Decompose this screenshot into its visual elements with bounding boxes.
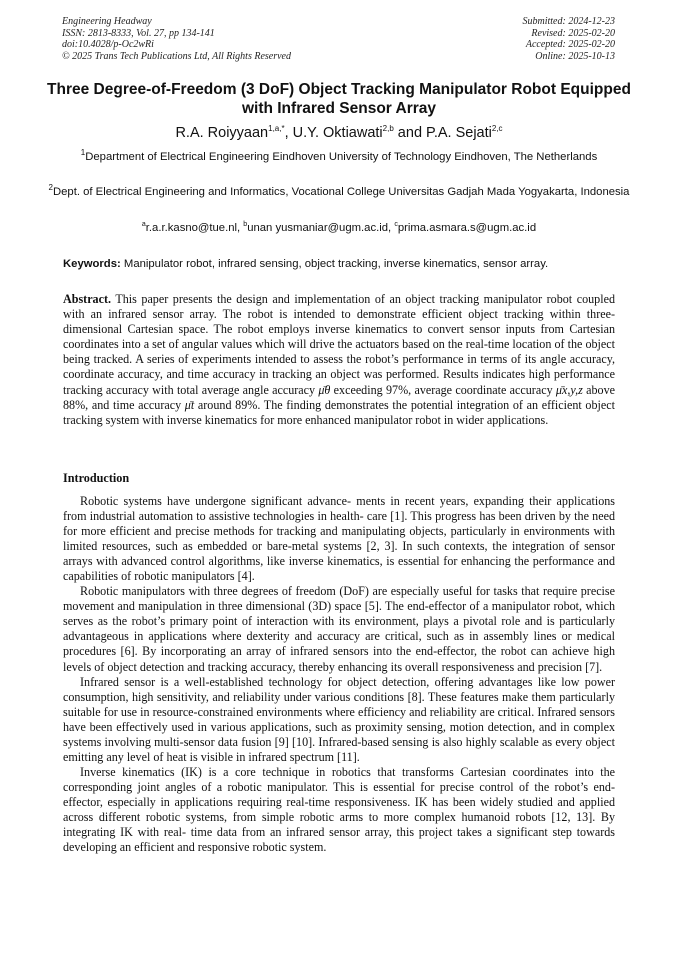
author-name: R.A. Roiyyaan — [175, 125, 269, 141]
paper-title: Three Degree-of-Freedom (3 DoF) Object Tracking Manipulator Robot Equipped with Infrared Sensor Array — [47, 81, 631, 117]
accepted-date: Accepted: 2025-02-20 — [525, 39, 615, 51]
author-separator: , — [284, 125, 293, 141]
intro-paragraph: Robotic systems have undergone significant advance- ments in recent years, expanding their applications from industrial automation to assistive technologies in health- care [1]. This progress has been driven by the need for more efficient and precise methods for tracking and manipulating objects, particularly in environments with limited resources, such as embedded or bare-metal systems [2, 3]. In such contexts, the integration of sensor arrays with advanced control algorithms, like inverse kinematics, is essential for enhancing the performance and capabilities of robotic manipulators [4]. — [63, 494, 615, 584]
issn-line: ISSN: 2813-8333, Vol. 27, pp 134-141 — [62, 27, 215, 39]
affiliation-mark: 2 — [48, 183, 53, 193]
keywords-text: Manipulator robot, infrared sensing, object tracking, inverse kinematics, sensor array. — [120, 258, 549, 270]
doi-line: doi:10.4028/p-Oc2wRi — [62, 39, 154, 51]
submitted-date: Submitted: 2024-12-23 — [522, 16, 615, 27]
intro-paragraph: Robotic manipulators with three degrees of freedom (DoF) are especially useful for tasks that require precise movement and manipulation in three dimensional (3D) space [5]. The end-effector of a manipulator robot, which serves as the robot’s primary point of interaction with its environment, plays a pivotal role and is particularly advantageous in applications where dexterity and accuracy are critical, such as in assembly lines or medical procedures [6]. By incorporating an array of infrared sensors into the end-effector, the robot can achieve high levels of object detection and tracking accuracy, thereby enhancing its overall responsiveness and precision [7]. — [63, 584, 615, 674]
abstract-block — [63, 292, 615, 428]
abstract-label: Abstract. — [63, 292, 112, 306]
affiliation-mark: 1 — [80, 148, 86, 158]
keywords-block — [63, 257, 623, 272]
email-mark: c — [394, 221, 398, 229]
coordinate-accuracy-symbol: μ̄x,y,z — [555, 382, 583, 397]
revised-date: Revised: 2025-02-20 — [531, 27, 615, 39]
introduction-body — [63, 494, 615, 855]
intro-paragraph: Inverse kinematics (IK) is a core technique in robotics that transforms Cartesian coordinates into the corresponding joint angles of a robotic manipulator. This is essential for precise control of the robot’s end-effector, especially in applications requiring real-time responsiveness. IK has been widely studied and applied across different robotic systems, from simple robotic arms to more complex humanoid robots [12, 13]. By integrating IK with real- time data from an infrared sensor array, this project takes a significant step towards developing an efficient and responsive robotic system. — [63, 764, 615, 855]
affiliation-1 — [40, 150, 638, 165]
author-superscript: 2,c — [491, 124, 503, 134]
affiliation-2 — [40, 185, 638, 200]
affiliation-text: Dept. of Electrical Engineering and Informatics, Vocational College Universitas Gadjah Mada Yogyakarta, Indonesia — [52, 186, 630, 198]
time-accuracy-symbol: μ̄t — [184, 397, 195, 412]
author-separator: and — [393, 125, 427, 141]
email-text: r.a.r.kasno@tue.nl, — [145, 222, 244, 234]
online-date: Online: 2025-10-13 — [535, 50, 615, 62]
abstract-text: above 88%, and time accuracy — [63, 382, 615, 412]
keywords-label: Keywords: — [63, 258, 121, 270]
abstract-text: around 89%. The finding demonstrates the potential integration of an efficient object tracking system with inverse kinematics for more enhanced manipulator robot in wider applications. — [63, 397, 615, 427]
author-superscript: 2,b — [382, 124, 394, 134]
affiliation-text: Department of Electrical Engineering Eindhoven University of Technology Eindhoven, The Netherlands — [85, 151, 598, 163]
author-emails — [40, 221, 638, 236]
email-text: unan yusmaniar@ugm.ac.id, — [247, 222, 395, 234]
email-mark: a — [141, 221, 146, 229]
angle-accuracy-symbol: μ̄θ — [318, 382, 331, 397]
author-name: U.Y. Oktiawati — [292, 125, 383, 141]
abstract-text: exceeding 97%, average coordinate accuracy — [330, 382, 556, 397]
intro-paragraph: Infrared sensor is a well-established technology for object detection, offering advantages like low power consumption, high sensitivity, and reliability under various conditions [8]. These features make them particularly suitable for use in resource-constrained environments where efficiency and reliability are critical. Infrared sensors have been effectively used in various applications, such as proximity sensing, motion detection, and in complex systems involving multi-sensor data fusion [9] [10]. Infrared-based sensing is also highly scalable as every object emitting any level of heat is visible in infrared spectrum [11]. — [63, 674, 615, 764]
journal-name: Engineering Headway — [62, 16, 152, 27]
journal-header-right — [523, 16, 616, 62]
author-list — [40, 124, 638, 142]
email-mark: b — [243, 221, 248, 229]
abstract-text: This paper presents the design and implementation of an object tracking manipulator robot coupled with an infrared sensor array. The robot is intended to demonstrate efficient object tracking within three-dimensional Cartesian space. The robot employs inverse kinematics to convert sensor inputs from Cartesian coordinates into a set of angular values which will drive the actuators based on the real-time location of the object being tracked. A series of experiments intended to assess the robot’s performance in terms of its angle accuracy, coordinate accuracy, and time accuracy in tracking an object was performed. Results indicates high performance tracking accuracy with total average angle accuracy — [63, 292, 615, 397]
author-name: P.A. Sejati — [426, 125, 492, 141]
author-superscript: 1,a,* — [268, 124, 285, 134]
copyright-line: © 2025 Trans Tech Publications Ltd, All Rights Reserved — [62, 50, 291, 62]
section-heading-introduction: Introduction — [63, 471, 130, 485]
journal-header-left — [62, 16, 291, 62]
email-text: prima.asmara.s@ugm.ac.id — [397, 222, 537, 234]
